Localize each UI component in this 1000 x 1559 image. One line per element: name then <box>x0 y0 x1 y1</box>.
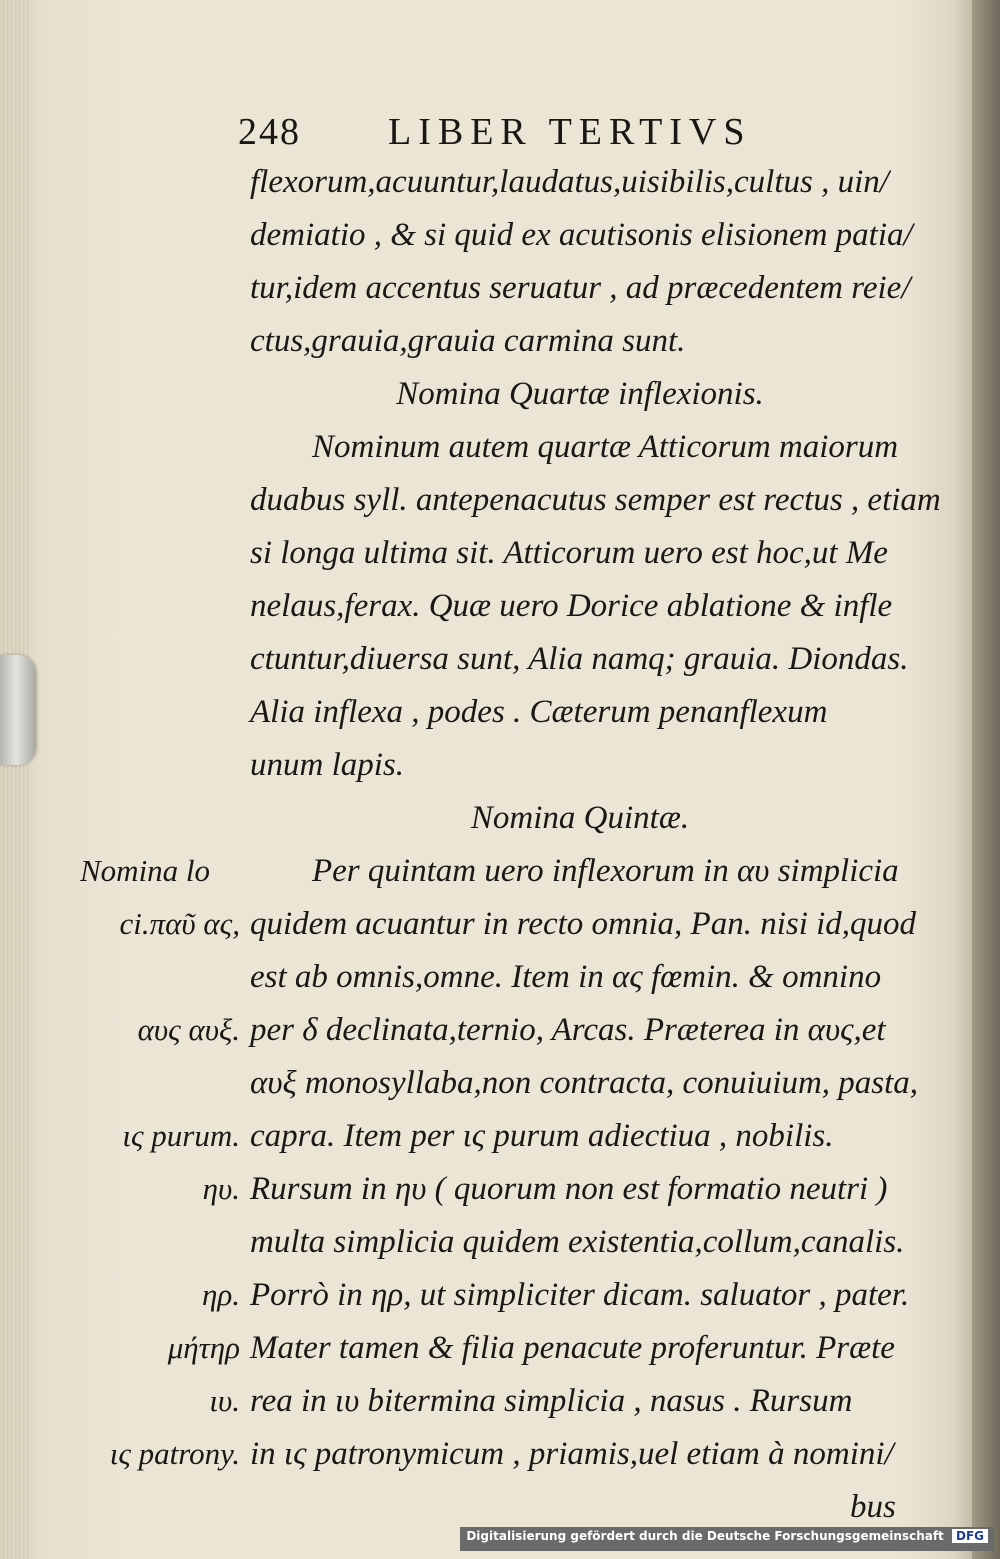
text-line: Per quintam uero inflexorum in αυ simplicia <box>312 853 899 889</box>
section-heading: Nomina Quartæ inflexionis. <box>396 376 764 412</box>
text-line: capra. Item per ις purum adiectiua , nobilis. <box>250 1118 834 1154</box>
margin-note: ις purum. <box>122 1118 240 1153</box>
text-line: ctuntur,diuersa sunt, Alia namq; grauia. Diondas. <box>250 641 909 677</box>
text-line: Porrò in ηρ, ut simpliciter dicam. saluator , pater. <box>250 1277 910 1313</box>
book-page-edges <box>0 0 28 1559</box>
text-line: si longa ultima sit. Atticorum uero est hoc,ut Me <box>250 535 888 571</box>
page-number: 248 <box>238 111 301 153</box>
margin-note: ιυ. <box>209 1383 240 1418</box>
text-line: tur,idem accentus seruatur , ad præcedentem reie/ <box>250 270 911 306</box>
text-line: demiatio , & si quid ex acutisonis elisionem patia/ <box>250 217 913 253</box>
text-line: Alia inflexa , podes . Cæterum penanflexum <box>250 694 828 730</box>
section-heading: Nomina Quintæ. <box>470 800 690 836</box>
margin-note: ηυ. <box>202 1171 240 1206</box>
catchword: bus <box>850 1489 896 1525</box>
margin-note: μήτηρ <box>167 1330 240 1365</box>
text-line: flexorum,acuuntur,laudatus,uisibilis,cultus , uin/ <box>250 164 889 200</box>
footer-text: Digitalisierung gefördert durch die Deutsche Forschungsgemeinschaft <box>466 1529 944 1543</box>
text-line: αυξ monosyllaba,non contracta, conuiuium, pasta, <box>250 1065 919 1101</box>
margin-note: αυς αυξ. <box>137 1012 240 1047</box>
text-line: ctus,grauia,grauia carmina sunt. <box>250 323 686 359</box>
text-line: Nominum autem quartæ Atticorum maiorum <box>312 429 899 465</box>
text-line: Mater tamen & filia penacute proferuntur. Præte <box>250 1330 895 1366</box>
margin-note: Nomina lo <box>80 853 211 888</box>
text-line: in ις patronymicum , priamis,uel etiam à nomini/ <box>250 1436 894 1472</box>
text-line: quidem acuantur in recto omnia, Pan. nisi id,quod <box>250 906 917 942</box>
text-line: unum lapis. <box>250 747 405 783</box>
running-header <box>238 110 918 160</box>
book-gutter-shadow <box>972 0 1000 1559</box>
dfg-logo: DFG <box>952 1529 988 1543</box>
margin-note: ηρ. <box>201 1277 240 1312</box>
text-line: Rursum in ηυ ( quorum non est formatio neutri ) <box>250 1171 888 1207</box>
margin-note: ci.παῦ ας, <box>119 906 240 941</box>
text-line: nelaus,ferax. Quæ uero Dorice ablatione & infle <box>250 588 893 624</box>
digitization-footer <box>460 1527 994 1551</box>
text-line: multa simplicia quidem existentia,collum,canalis. <box>250 1224 905 1260</box>
text-line: per δ declinata,ternio, Arcas. Præterea in αυς,et <box>250 1012 886 1048</box>
text-line: rea in ιυ bitermina simplicia , nasus . Rursum <box>250 1383 853 1419</box>
text-line: duabus syll. antepenacutus semper est rectus , etiam <box>250 482 941 518</box>
margin-note: ις patrony. <box>109 1436 240 1471</box>
text-line: est ab omnis,omne. Item in ας fœmin. & omnino <box>250 959 882 995</box>
running-title: LIBER TERTIVS <box>388 111 752 153</box>
book-clasp <box>0 655 36 765</box>
